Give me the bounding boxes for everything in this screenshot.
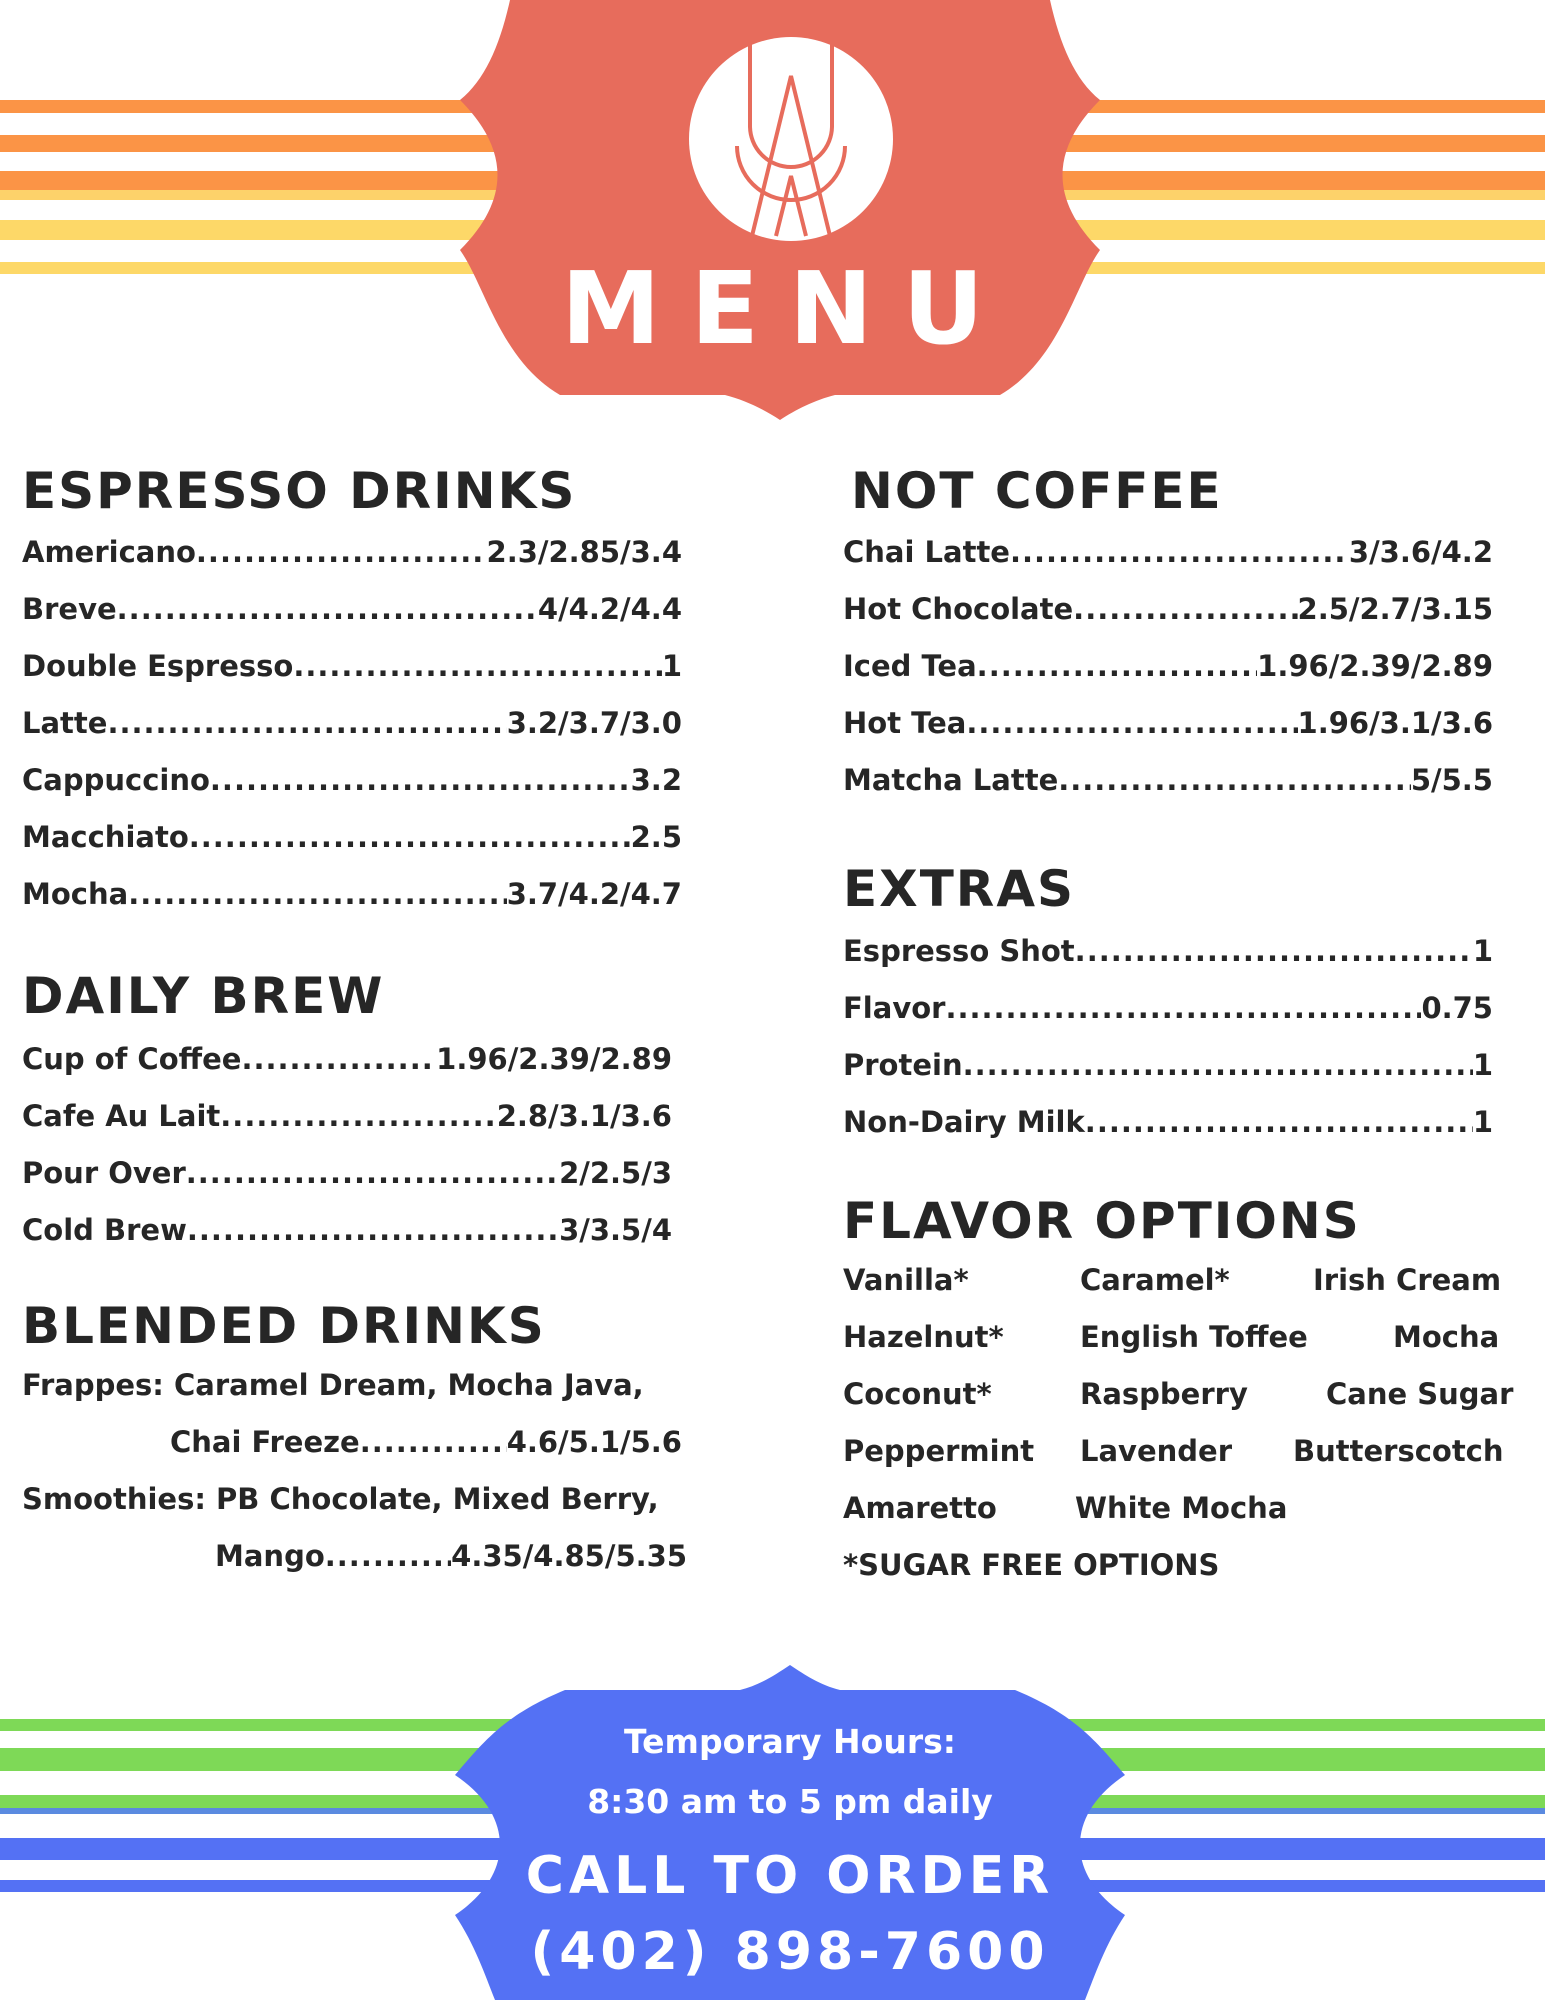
item-name: Chai Latte xyxy=(843,535,1010,569)
item-price: 2.8/3.1/3.6 xyxy=(496,1099,672,1133)
item-price: 4/4.2/4.4 xyxy=(537,592,682,626)
leader-dots xyxy=(966,706,1297,740)
flavor-option: Caramel* xyxy=(1080,1263,1230,1297)
leader-dots xyxy=(1085,1105,1473,1139)
frappes-price-row xyxy=(170,1425,682,1459)
item-name: Cappuccino xyxy=(22,763,210,797)
leader-dots xyxy=(977,649,1257,683)
flavor-option: Cane Sugar xyxy=(1326,1377,1514,1411)
leader-dots xyxy=(220,1099,496,1133)
menu-item xyxy=(843,991,1493,1025)
item-name: Macchiato xyxy=(22,820,189,854)
leader-dots xyxy=(117,592,538,626)
section-title-espresso: ESPRESSO DRINKS xyxy=(22,462,577,520)
leader-dots xyxy=(210,763,631,797)
menu-item xyxy=(22,763,682,797)
item-price: 4.35/4.85/5.35 xyxy=(451,1539,687,1573)
flavor-option: Amaretto xyxy=(843,1491,997,1525)
menu-item xyxy=(22,706,682,740)
item-price: 5/5.5 xyxy=(1410,763,1493,797)
item-price: 3/3.5/4 xyxy=(559,1213,672,1247)
item-price: 1 xyxy=(661,649,682,683)
menu-item xyxy=(843,934,1493,968)
item-name: Cafe Au Lait xyxy=(22,1099,221,1133)
item-name: Hot Tea xyxy=(843,706,967,740)
flavor-option: Mocha xyxy=(1393,1320,1500,1354)
menu-item xyxy=(843,706,1493,740)
item-price: 1 xyxy=(1472,1105,1493,1139)
leader-dots xyxy=(189,820,631,854)
section-title-flavor-options: FLAVOR OPTIONS xyxy=(843,1192,1361,1250)
menu-item xyxy=(22,820,682,854)
smoothies-price-row xyxy=(215,1539,687,1573)
menu-item xyxy=(843,763,1493,797)
hours-value: 8:30 am to 5 pm daily xyxy=(587,1782,993,1821)
menu-item xyxy=(22,877,682,911)
flavor-option: Raspberry xyxy=(1080,1377,1248,1411)
item-price: 1.96/3.1/3.6 xyxy=(1297,706,1493,740)
flavor-option: Coconut* xyxy=(843,1377,992,1411)
item-name: Pour Over xyxy=(22,1156,186,1190)
item-price: 0.75 xyxy=(1421,991,1493,1025)
item-price: 2.5 xyxy=(630,820,682,854)
item-name: Mocha xyxy=(22,877,129,911)
leader-dots xyxy=(293,649,661,683)
menu-item xyxy=(22,1042,672,1076)
item-name: Chai Freeze xyxy=(170,1425,360,1459)
flavor-option: English Toffee xyxy=(1080,1320,1308,1354)
menu-item xyxy=(22,535,682,569)
item-name: Flavor xyxy=(843,991,946,1025)
item-name: Iced Tea xyxy=(843,649,977,683)
leader-dots xyxy=(1073,592,1297,626)
leader-dots xyxy=(196,535,487,569)
menu-item xyxy=(843,535,1493,569)
item-name: Americano xyxy=(22,535,196,569)
flavor-option: Butterscotch xyxy=(1293,1434,1504,1468)
menu-item xyxy=(22,1213,672,1247)
leader-dots xyxy=(1010,535,1349,569)
flavor-option: Vanilla* xyxy=(843,1263,969,1297)
item-name: Cup of Coffee xyxy=(22,1042,242,1076)
item-name: Hot Chocolate xyxy=(843,592,1074,626)
leader-dots xyxy=(128,877,507,911)
flavor-option: Irish Cream xyxy=(1313,1263,1502,1297)
section-title-blended: BLENDED DRINKS xyxy=(22,1297,546,1355)
leader-dots xyxy=(945,991,1421,1025)
flavor-option: Hazelnut* xyxy=(843,1320,1004,1354)
menu-item xyxy=(22,1099,672,1133)
item-name: Cold Brew xyxy=(22,1213,187,1247)
section-title-daily-brew: DAILY BREW xyxy=(22,967,385,1025)
menu-item xyxy=(22,592,682,626)
item-price: 2/2.5/3 xyxy=(559,1156,672,1190)
menu-item xyxy=(22,649,682,683)
section-title-extras: EXTRAS xyxy=(843,860,1076,918)
item-name: Non-Dairy Milk xyxy=(843,1105,1085,1139)
phone-number[interactable]: (402) 898-7600 xyxy=(530,1922,1050,1982)
menu-item xyxy=(843,1105,1493,1139)
item-price: 4.6/5.1/5.6 xyxy=(506,1425,682,1459)
leader-dots xyxy=(107,706,506,740)
smoothies-line: Smoothies: PB Chocolate, Mixed Berry, xyxy=(22,1482,659,1516)
section-title-not-coffee: NOT COFFEE xyxy=(851,462,1223,520)
menu-item xyxy=(843,1048,1493,1082)
leader-dots xyxy=(325,1539,451,1573)
flavor-option: Lavender xyxy=(1080,1434,1232,1468)
leader-dots xyxy=(360,1425,507,1459)
item-name: Protein xyxy=(843,1048,963,1082)
item-name: Double Espresso xyxy=(22,649,294,683)
frappes-line: Frappes: Caramel Dream, Mocha Java, xyxy=(22,1368,644,1402)
item-name: Breve xyxy=(22,592,117,626)
leader-dots xyxy=(186,1156,559,1190)
item-price: 3.7/4.2/4.7 xyxy=(506,877,682,911)
item-price: 2.5/2.7/3.15 xyxy=(1297,592,1493,626)
item-price: 3/3.6/4.2 xyxy=(1348,535,1493,569)
leader-dots xyxy=(1075,934,1473,968)
item-price: 2.3/2.85/3.4 xyxy=(486,535,682,569)
item-price: 1 xyxy=(1472,934,1493,968)
menu-item xyxy=(22,1156,672,1190)
flavor-option: Peppermint xyxy=(843,1434,1035,1468)
item-price: 3.2/3.7/3.0 xyxy=(506,706,682,740)
item-name: Mango xyxy=(215,1539,325,1573)
leader-dots xyxy=(1058,763,1411,797)
item-price: 1.96/2.39/2.89 xyxy=(436,1042,672,1076)
leader-dots xyxy=(241,1042,436,1076)
leader-dots xyxy=(187,1213,559,1247)
menu-item xyxy=(843,592,1493,626)
ua-monogram-icon xyxy=(688,36,894,242)
item-price: 1 xyxy=(1472,1048,1493,1082)
menu-item xyxy=(843,649,1493,683)
item-price: 1.96/2.39/2.89 xyxy=(1257,649,1493,683)
sugar-free-note: *SUGAR FREE OPTIONS xyxy=(843,1548,1220,1582)
menu-title: MENU xyxy=(561,250,1014,367)
item-name: Espresso Shot xyxy=(843,934,1075,968)
leader-dots xyxy=(963,1048,1473,1082)
item-price: 3.2 xyxy=(630,763,682,797)
item-name: Latte xyxy=(22,706,108,740)
flavor-option: White Mocha xyxy=(1075,1491,1288,1525)
item-name: Matcha Latte xyxy=(843,763,1059,797)
call-to-order: CALL TO ORDER xyxy=(525,1846,1055,1906)
hours-label: Temporary Hours: xyxy=(624,1722,956,1761)
